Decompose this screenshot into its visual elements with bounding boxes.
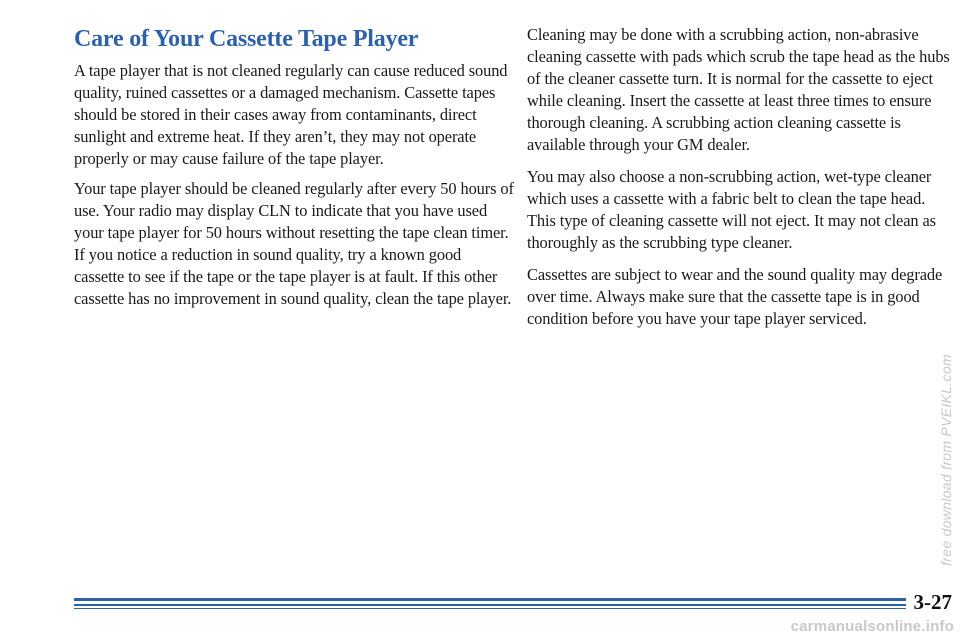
footer-rule [74,604,906,606]
right-column [527,24,952,340]
left-column [74,24,514,318]
side-watermark-text: free download from PVEIKL.com [938,354,955,566]
footer-rule [74,608,906,609]
paragraph: You may also choose a non-scrubbing action, wet-type cleaner which uses a cassette with a fabric belt to clean the tape head. This type of cleaning cassette will not eject. It may not clean as thoroughly as the scrubbing type cleaner. [527,167,936,252]
paragraph: A tape player that is not cleaned regularly can cause reduced sound quality, ruined cassettes or a damaged mechanism. Cassette tapes should be stored in their cases away from contaminants, direct sunlight and extreme heat. If they aren’t, they may not operate properly or may cause failure of the tape player. [74,61,508,168]
paragraph: Cassettes are subject to wear and the sound quality may degrade over time. Always make sure that the cassette tape is in good condition before you have your tape player serviced. [527,265,943,328]
footer-rule [74,598,906,601]
section-title: Care of Your Cassette Tape Player [74,26,419,52]
paragraph: Your tape player should be cleaned regularly after every 50 hours of use. Your radio may display CLN to indicate that you have used your tape player for 50 hours without resetting the tape clean timer. If you notice a reduction in sound quality, try a known good cassette to see if the tape or the tape player is at fault. If this other cassette has no improvement in sound quality, clean the tape player. [74,179,514,308]
bottom-watermark: carmanualsonline.info [790,618,954,635]
page-number: 3-27 [908,590,955,615]
side-watermark [938,340,954,580]
paragraph: Cleaning may be done with a scrubbing action, non-abrasive cleaning cassette with pads which scrub the tape head as the hubs of the cleaner cassette turn. It is normal for the cassette to eject while cleaning. Insert the cassette at least three times to ensure thorough cleaning. A scrubbing action cleaning cassette is available through your GM dealer. [527,25,950,154]
